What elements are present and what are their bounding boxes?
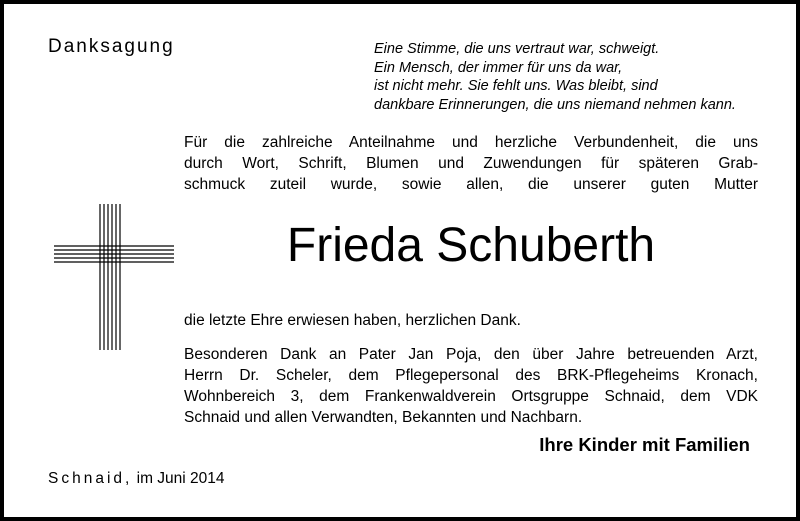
poem-line: ist nicht mehr. Sie fehlt uns. Was bleibt, sind	[374, 78, 658, 94]
special-thanks-line: Besonderen Dank an Pater Jan Poja, den über Jahre betreuenden Arzt,	[184, 346, 758, 363]
poem-line: Ein Mensch, der immer für uns da war,	[374, 59, 623, 76]
special-thanks-line: Wohnbereich 3, dem Frankenwaldverein Ortsgruppe Schnaid, dem VDK	[184, 388, 758, 405]
place: Schnaid,	[48, 470, 133, 487]
deceased-name: Frieda Schuberth	[286, 219, 656, 272]
special-thanks-line: Herrn Dr. Scheler, dem Pflegepersonal des BRK-Pflegeheims Kronach,	[184, 367, 758, 384]
intro-line: schmuck zuteil wurde, sowie allen, die unserer guten Mutter	[184, 176, 758, 193]
heading: Danksagung	[48, 36, 175, 57]
intro-paragraph	[184, 132, 758, 195]
cross-icon	[52, 202, 176, 352]
special-thanks-paragraph	[184, 344, 758, 428]
place-date	[48, 470, 225, 488]
intro-line: durch Wort, Schrift, Blumen und Zuwendungen für späteren Grab-	[184, 155, 758, 172]
poem-line: dankbare Erinnerungen, die uns niemand nehmen kann.	[374, 96, 736, 113]
poem-line: Eine Stimme, die uns vertraut war, schweigt.	[374, 41, 660, 57]
thanks-line: die letzte Ehre erwiesen haben, herzlichen Dank.	[184, 312, 521, 329]
intro-line: Für die zahlreiche Anteilnahme und herzliche Verbundenheit, die uns	[184, 134, 758, 151]
special-thanks-line: Schnaid und allen Verwandten, Bekannten und Nachbarn.	[184, 409, 583, 426]
date: im Juni 2014	[136, 470, 225, 487]
poem	[374, 40, 764, 114]
signature: Ihre Kinder mit Familien	[539, 434, 750, 455]
